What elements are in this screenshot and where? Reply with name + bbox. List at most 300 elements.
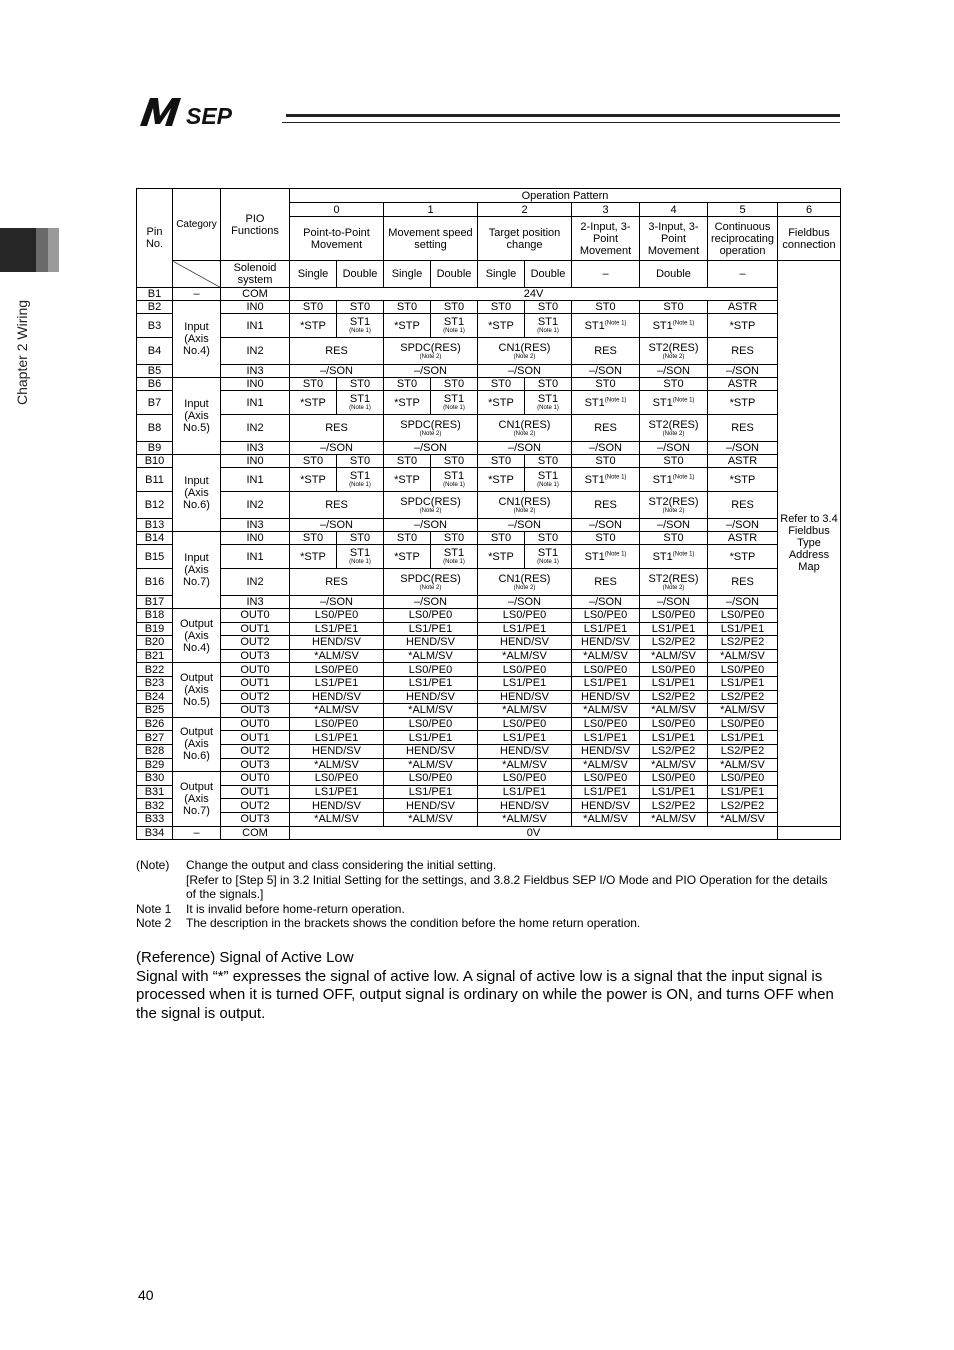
pio-function: IN3 [221, 519, 290, 532]
signal-cell: HEND/SV [384, 744, 478, 758]
table-row [137, 731, 841, 745]
signal-cell: ST0 [431, 378, 478, 391]
signal-cell: –/SON [478, 519, 572, 532]
signal-cell: LS1/PE1 [708, 676, 778, 690]
signal-with-note [572, 545, 640, 569]
note-row [136, 858, 840, 873]
signal-with-note [640, 545, 708, 569]
signal-cell: LS0/PE0 [640, 717, 708, 731]
signal-name: ST1 [349, 547, 371, 559]
signal-cell: LS1/PE1 [708, 731, 778, 745]
fieldbus-reference: Refer to 3.4 Fieldbus Type Address Map [778, 261, 841, 827]
pin-number: B7 [137, 391, 173, 415]
signal-name: ST1 [537, 470, 559, 482]
signal-cell: ST0 [384, 455, 431, 468]
signal-note: (Note 1) [537, 328, 559, 334]
signal-cell: HEND/SV [478, 690, 572, 704]
signal-cell: ASTR [708, 301, 778, 314]
pio-function: OUT2 [221, 636, 290, 650]
signal-cell: *STP [708, 545, 778, 569]
signal-cell: LS0/PE0 [640, 609, 708, 623]
signal-cell: *ALM/SV [290, 649, 384, 663]
signal-cell: ASTR [708, 532, 778, 545]
signal-note: (Note 2) [419, 507, 442, 514]
signal-cell: ST0 [290, 455, 337, 468]
table-row [137, 391, 841, 415]
signal-cell: –/SON [640, 365, 708, 378]
signal-cell: *STP [478, 391, 525, 415]
signal-cell: *STP [478, 314, 525, 338]
table-row [137, 609, 841, 623]
signal-cell: HEND/SV [384, 636, 478, 650]
signal-cell: LS0/PE0 [572, 772, 640, 786]
pio-function: OUT0 [221, 663, 290, 677]
pio-function: IN0 [221, 378, 290, 391]
signal-cell: LS1/PE1 [640, 622, 708, 636]
signal-cell: LS2/PE2 [708, 636, 778, 650]
table-row [137, 492, 841, 519]
pio-function: IN0 [221, 455, 290, 468]
signal-cell: LS0/PE0 [384, 717, 478, 731]
pio-function: IN3 [221, 442, 290, 455]
signal-name: ST1 [537, 547, 559, 559]
signal-cell: LS1/PE1 [640, 785, 708, 799]
pattern-number: 5 [708, 203, 778, 217]
signal-cell: ASTR [708, 455, 778, 468]
signal-cell: RES [572, 569, 640, 596]
signal-with-note [431, 314, 478, 338]
signal-note: (Note 1) [349, 559, 371, 565]
pin-number: B19 [137, 622, 173, 636]
pin-number: B24 [137, 690, 173, 704]
signal-name: ST1 [443, 393, 465, 405]
signal-cell: *ALM/SV [708, 758, 778, 772]
category-cell: – [173, 826, 221, 839]
signal-cell: *STP [384, 545, 431, 569]
category-cell: Output (Axis No.6) [173, 717, 221, 771]
pio-function: IN3 [221, 596, 290, 609]
table-row [137, 622, 841, 636]
signal-name: ST1 [584, 319, 605, 332]
pio-function: OUT1 [221, 785, 290, 799]
pin-number: B6 [137, 378, 173, 391]
signal-cell: LS0/PE0 [708, 609, 778, 623]
signal-cell: HEND/SV [572, 744, 640, 758]
signal-note: (Note 2) [662, 507, 685, 514]
pattern-number: 1 [384, 203, 478, 217]
signal-cell: –/SON [640, 519, 708, 532]
pin-number: B34 [137, 826, 173, 839]
signal-cell: LS1/PE1 [290, 676, 384, 690]
signal-cell: ST0 [431, 301, 478, 314]
signal-cell: RES [708, 338, 778, 365]
signal-cell: *ALM/SV [572, 649, 640, 663]
table-row [137, 690, 841, 704]
signal-cell: –/SON [384, 519, 478, 532]
signal-cell: RES [708, 569, 778, 596]
solenoid-type: Double [431, 261, 478, 288]
signal-cell: –/SON [640, 442, 708, 455]
signal-cell: HEND/SV [572, 690, 640, 704]
signal-cell: *ALM/SV [478, 812, 572, 826]
signal-cell: LS1/PE1 [572, 731, 640, 745]
signal-cell: RES [572, 338, 640, 365]
signal-cell: –/SON [384, 365, 478, 378]
signal-cell: HEND/SV [478, 799, 572, 813]
pio-function: OUT3 [221, 649, 290, 663]
signal-cell: ST0 [290, 378, 337, 391]
pio-function: IN1 [221, 545, 290, 569]
signal-with-note [431, 545, 478, 569]
solenoid-type: Single [384, 261, 431, 288]
pio-functions-header: PIO Functions [221, 189, 290, 261]
table-row [137, 532, 841, 545]
header-rule-thin [282, 122, 840, 123]
signal-with-note [337, 545, 384, 569]
pin-number: B11 [137, 468, 173, 492]
signal-cell: ST0 [290, 532, 337, 545]
category-cell: Output (Axis No.7) [173, 772, 221, 826]
signal-cell: –/SON [572, 365, 640, 378]
signal-name: ST1 [537, 393, 559, 405]
signal-note: (Note 2) [513, 430, 536, 437]
chapter-tab-marker [0, 228, 36, 272]
signal-name: SPDC(RES) [400, 418, 461, 431]
signal-note: (Note 1) [672, 396, 695, 403]
signal-cell: ST0 [478, 455, 525, 468]
category-cell: Output (Axis No.5) [173, 663, 221, 717]
signal-note: (Note 1) [672, 473, 695, 480]
signal-note: (Note 2) [662, 430, 685, 437]
signal-cell: LS2/PE2 [640, 636, 708, 650]
pin-number: B10 [137, 455, 173, 468]
solenoid-type: Single [290, 261, 337, 288]
pin-number: B8 [137, 415, 173, 442]
pin-number: B2 [137, 301, 173, 314]
signal-name: ST1 [349, 316, 371, 328]
signal-with-note [640, 569, 708, 596]
signal-cell: LS2/PE2 [640, 799, 708, 813]
signal-cell: –/SON [384, 596, 478, 609]
signal-cell: ST0 [572, 301, 640, 314]
signal-note: (Note 1) [537, 405, 559, 411]
signal-note: (Note 1) [672, 550, 695, 557]
table-row [137, 649, 841, 663]
signal-with-note [337, 391, 384, 415]
signal-name: SPDC(RES) [400, 341, 461, 354]
signal-note: (Note 1) [349, 482, 371, 488]
signal-cell: ST0 [431, 532, 478, 545]
signal-cell: –/SON [572, 442, 640, 455]
pin-number: B12 [137, 492, 173, 519]
signal-name: ST2(RES) [648, 495, 699, 508]
signal-name: ST1 [652, 319, 673, 332]
note-text: It is invalid before home-return operation. [186, 901, 405, 916]
signal-cell: HEND/SV [572, 799, 640, 813]
signal-cell: LS0/PE0 [290, 609, 384, 623]
pattern-name: Target position change [478, 217, 572, 261]
chapter-tab-shade [36, 228, 48, 272]
signal-cell: LS2/PE2 [640, 690, 708, 704]
signal-cell: *ALM/SV [640, 649, 708, 663]
signal-cell: *ALM/SV [640, 758, 708, 772]
signal-with-note [384, 338, 478, 365]
signal-cell: LS0/PE0 [640, 772, 708, 786]
pattern-name: Movement speed setting [384, 217, 478, 261]
table-notes [136, 858, 840, 931]
signal-cell: –/SON [290, 365, 384, 378]
pin-number: B26 [137, 717, 173, 731]
signal-cell: *STP [290, 468, 337, 492]
signal-cell: LS0/PE0 [572, 663, 640, 677]
signal-cell: –/SON [708, 596, 778, 609]
signal-cell: ASTR [708, 378, 778, 391]
signal-cell: HEND/SV [290, 799, 384, 813]
signal-note: (Note 1) [604, 550, 627, 557]
pio-function: OUT0 [221, 717, 290, 731]
pio-function: OUT2 [221, 799, 290, 813]
signal-cell: *STP [384, 468, 431, 492]
signal-cell: *ALM/SV [384, 649, 478, 663]
table-row [137, 785, 841, 799]
header-rule-thick [286, 114, 840, 117]
signal-cell: ST0 [572, 532, 640, 545]
signal-cell: LS1/PE1 [290, 731, 384, 745]
note-label: Note 2 [136, 916, 172, 930]
signal-with-note [431, 468, 478, 492]
pin-number: B33 [137, 812, 173, 826]
pin-number: B27 [137, 731, 173, 745]
signal-cell: LS1/PE1 [384, 785, 478, 799]
signal-name: ST1 [584, 396, 605, 409]
signal-name: ST1 [443, 470, 465, 482]
signal-cell: ST0 [384, 378, 431, 391]
signal-name: SPDC(RES) [400, 495, 461, 508]
solenoid-type: Double [525, 261, 572, 288]
table-row [137, 799, 841, 813]
signal-with-note [572, 314, 640, 338]
msep-logo [136, 92, 276, 132]
signal-cell: LS1/PE1 [384, 731, 478, 745]
pin-no-header: Pin No. [137, 189, 173, 288]
signal-cell: HEND/SV [290, 636, 384, 650]
signal-cell: *ALM/SV [708, 649, 778, 663]
pattern-name: 3-Input, 3-Point Movement [640, 217, 708, 261]
solenoid-type: – [708, 261, 778, 288]
category-cell: Input (Axis No.4) [173, 301, 221, 378]
signal-cell: LS1/PE1 [478, 731, 572, 745]
pin-number: B9 [137, 442, 173, 455]
pin-number: B17 [137, 596, 173, 609]
table-row [137, 314, 841, 338]
signal-name: CN1(RES) [498, 495, 551, 508]
signal-cell: ST0 [572, 455, 640, 468]
signal-with-note [478, 492, 572, 519]
signal-note: (Note 1) [672, 319, 695, 326]
pattern-name: Continuous reciprocating operation [708, 217, 778, 261]
signal-cell: *ALM/SV [290, 812, 384, 826]
signal-with-note [525, 314, 572, 338]
signal-note: (Note 2) [662, 353, 685, 360]
pio-function: IN1 [221, 391, 290, 415]
pio-function: OUT2 [221, 744, 290, 758]
pio-function: COM [221, 288, 290, 301]
signal-with-note [572, 391, 640, 415]
pio-function: IN1 [221, 314, 290, 338]
pattern-number: 2 [478, 203, 572, 217]
signal-cell: RES [290, 492, 384, 519]
signal-cell: RES [290, 415, 384, 442]
reference-section [136, 949, 836, 1023]
signal-with-note [431, 391, 478, 415]
svg-text:SEP: SEP [186, 103, 233, 129]
signal-name: ST1 [652, 473, 673, 486]
pin-number: B18 [137, 609, 173, 623]
signal-cell: –/SON [572, 596, 640, 609]
signal-cell: LS0/PE0 [290, 772, 384, 786]
signal-cell: LS0/PE0 [708, 772, 778, 786]
signal-with-note [525, 391, 572, 415]
signal-cell: LS0/PE0 [478, 717, 572, 731]
pin-number: B32 [137, 799, 173, 813]
signal-cell: *ALM/SV [572, 812, 640, 826]
signal-note: (Note 1) [537, 559, 559, 565]
signal-cell: LS0/PE0 [384, 772, 478, 786]
table-row [137, 663, 841, 677]
pin-number: B21 [137, 649, 173, 663]
table-row [137, 455, 841, 468]
pio-function: OUT3 [221, 812, 290, 826]
table-row [137, 569, 841, 596]
table-row [137, 519, 841, 532]
pio-function: IN2 [221, 338, 290, 365]
signal-cell: LS1/PE1 [478, 622, 572, 636]
note-row [136, 916, 840, 931]
signal-cell: LS1/PE1 [290, 785, 384, 799]
signal-cell: *ALM/SV [708, 812, 778, 826]
signal-cell: LS1/PE1 [290, 622, 384, 636]
table-row [137, 717, 841, 731]
signal-note: (Note 1) [604, 473, 627, 480]
signal-cell: *ALM/SV [384, 758, 478, 772]
signal-cell: –/SON [708, 519, 778, 532]
solenoid-type: Single [478, 261, 525, 288]
signal-name: CN1(RES) [498, 418, 551, 431]
signal-name: ST1 [584, 550, 605, 563]
signal-cell: ST0 [640, 378, 708, 391]
pin-number: B30 [137, 772, 173, 786]
solenoid-type: Double [337, 261, 384, 288]
signal-cell: *ALM/SV [640, 812, 708, 826]
chapter-label: Chapter 2 Wiring [14, 299, 30, 405]
signal-cell: LS0/PE0 [572, 717, 640, 731]
signal-cell: LS1/PE1 [708, 622, 778, 636]
pio-function: OUT1 [221, 731, 290, 745]
pio-function: OUT1 [221, 676, 290, 690]
pio-function: COM [221, 826, 290, 839]
chapter-tab-shade-light [48, 228, 59, 272]
table-row [137, 378, 841, 391]
signal-cell: *STP [384, 391, 431, 415]
pattern-name: 2-Input, 3-Point Movement [572, 217, 640, 261]
signal-cell: ST0 [384, 301, 431, 314]
table-row [137, 704, 841, 718]
table-row [137, 636, 841, 650]
signal-note: (Note 2) [513, 353, 536, 360]
signal-cell: ST0 [525, 455, 572, 468]
pin-number: B16 [137, 569, 173, 596]
signal-cell: RES [572, 492, 640, 519]
signal-cell: LS1/PE1 [478, 676, 572, 690]
signal-cell: ST0 [525, 301, 572, 314]
signal-note: (Note 2) [419, 584, 442, 591]
signal-name: SPDC(RES) [400, 572, 461, 585]
pin-number: B22 [137, 663, 173, 677]
note-text: [Refer to [Step 5] in 3.2 Initial Setting for the settings, and 3.8.2 Fieldbus SEP I/O Mode and PIO Operation for the details of the signals.] [186, 872, 828, 901]
signal-cell: ST0 [431, 455, 478, 468]
signal-with-note [525, 545, 572, 569]
signal-cell: ST0 [337, 301, 384, 314]
pattern-number: 0 [290, 203, 384, 217]
signal-cell: ST0 [640, 455, 708, 468]
operation-pattern-header: Operation Pattern [290, 189, 841, 203]
signal-with-note [478, 415, 572, 442]
signal-cell: –/SON [708, 442, 778, 455]
pattern-name: Fieldbus connection [778, 217, 841, 261]
signal-cell: *ALM/SV [384, 704, 478, 718]
reference-title: (Reference) Signal of Active Low [136, 949, 354, 966]
pin-number: B15 [137, 545, 173, 569]
pin-number: B13 [137, 519, 173, 532]
pin-number: B5 [137, 365, 173, 378]
supply-voltage: 24V [290, 288, 778, 301]
pin-number: B3 [137, 314, 173, 338]
signal-cell: *ALM/SV [384, 812, 478, 826]
pin-number: B1 [137, 288, 173, 301]
signal-name: ST1 [584, 473, 605, 486]
signal-with-note [337, 468, 384, 492]
signal-note: (Note 1) [349, 328, 371, 334]
signal-note: (Note 1) [604, 319, 627, 326]
pio-function: IN2 [221, 492, 290, 519]
signal-cell: HEND/SV [478, 744, 572, 758]
signal-cell: –/SON [572, 519, 640, 532]
signal-cell: ST0 [640, 532, 708, 545]
pin-number: B4 [137, 338, 173, 365]
signal-cell: *STP [384, 314, 431, 338]
signal-cell: –/SON [478, 596, 572, 609]
signal-cell: HEND/SV [290, 690, 384, 704]
signal-cell: RES [290, 338, 384, 365]
pio-function: OUT0 [221, 609, 290, 623]
pio-function: OUT1 [221, 622, 290, 636]
signal-with-note [384, 415, 478, 442]
pin-number: B25 [137, 704, 173, 718]
signal-cell: LS1/PE1 [572, 676, 640, 690]
signal-cell: RES [572, 415, 640, 442]
pio-function: OUT3 [221, 704, 290, 718]
signal-cell: LS0/PE0 [478, 772, 572, 786]
table-row [137, 676, 841, 690]
note-label: (Note) [136, 858, 170, 872]
signal-note: (Note 2) [419, 353, 442, 360]
signal-cell: RES [708, 415, 778, 442]
signal-with-note [640, 415, 708, 442]
signal-cell: –/SON [384, 442, 478, 455]
signal-cell: *ALM/SV [572, 758, 640, 772]
signal-cell: RES [290, 569, 384, 596]
signal-cell: ST0 [525, 532, 572, 545]
